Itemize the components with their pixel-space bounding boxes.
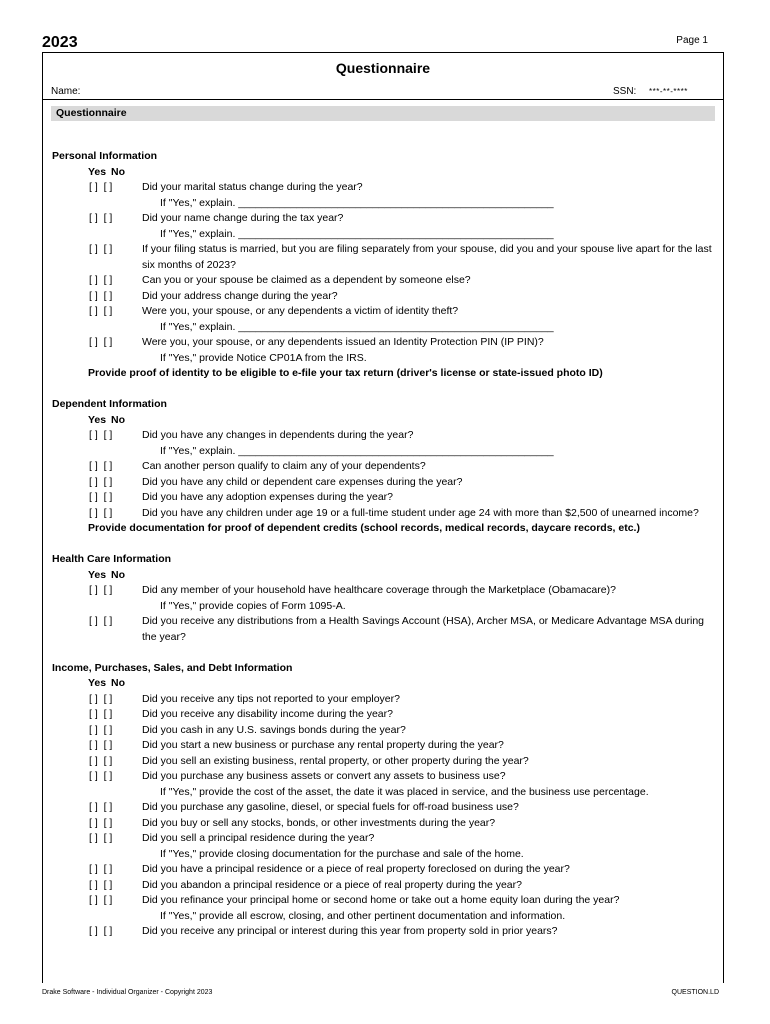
yes-no-header: Yes No [88, 677, 126, 689]
question-row [52, 862, 712, 878]
question-followup: If "Yes," provide the cost of the asset, the date it was placed in service, and the business use percentage. [160, 785, 649, 798]
yes-no-checkboxes[interactable]: [ ] [ ] [89, 243, 113, 255]
yes-no-checkboxes[interactable]: [ ] [ ] [89, 584, 113, 596]
section-banner: Questionnaire [51, 106, 715, 121]
question-row [52, 180, 712, 196]
yes-no-checkboxes[interactable]: [ ] [ ] [89, 816, 113, 829]
yes-no-checkboxes[interactable]: [ ] [ ] [89, 708, 113, 720]
question-text: Did any member of your household have healthcare coverage through the Marketplace (Obamacare)? [142, 584, 616, 596]
question-row [52, 738, 712, 754]
question-text: Did you receive any principal or interest during this year from property sold in prior years? [142, 925, 558, 937]
question-text: Did you start a new business or purchase any rental property during the year? [142, 739, 504, 751]
yes-no-checkboxes[interactable]: [ ] [ ] [89, 832, 113, 844]
question-followup: If "Yes," provide Notice CP01A from the IRS. [160, 351, 367, 364]
questionnaire-section [52, 661, 712, 940]
header-divider [43, 99, 723, 100]
question-text: Can another person qualify to claim any of your dependents? [142, 460, 426, 472]
question-text: Did you cash in any U.S. savings bonds during the year? [142, 723, 406, 736]
yes-no-checkboxes[interactable]: [ ] [ ] [89, 460, 113, 472]
question-text: Did you receive any disability income during the year? [142, 708, 393, 720]
yes-no-checkboxes[interactable]: [ ] [ ] [89, 894, 113, 906]
question-text: Did you sell an existing business, rental property, or other property during the year? [142, 754, 529, 767]
question-text: If your filing status is married, but you are filing separately from your spouse, did you and your spouse live apart for the last six months of 2023? [142, 243, 712, 271]
footer-form-code: QUESTION.LD [671, 989, 719, 996]
ssn-label: SSN: [613, 86, 637, 97]
question-row [52, 816, 712, 832]
question-row [52, 289, 712, 305]
question-text: Did your name change during the tax year? [142, 212, 344, 224]
yes-no-checkboxes[interactable]: [ ] [ ] [89, 506, 113, 519]
question-text: Did you have any changes in dependents during the year? [142, 429, 414, 441]
question-followup: If "Yes," explain. ______________________________________________________ [160, 227, 554, 240]
section-note: Provide proof of identity to be eligible to e-file your tax return (driver's license or state-issued photo ID) [88, 367, 603, 379]
yes-no-checkboxes[interactable]: [ ] [ ] [89, 274, 113, 286]
question-row [52, 754, 712, 770]
form-frame [42, 52, 724, 983]
section-title: Income, Purchases, Sales, and Debt Information [52, 661, 293, 674]
question-text: Did you purchase any business assets or convert any assets to business use? [142, 770, 506, 782]
question-row [52, 273, 712, 289]
questionnaire-section [52, 552, 712, 645]
yes-no-checkboxes[interactable]: [ ] [ ] [89, 491, 113, 503]
question-followup: If "Yes," provide copies of Form 1095-A. [160, 599, 346, 612]
yes-no-header: Yes No [88, 568, 126, 581]
question-row [52, 878, 712, 894]
yes-no-checkboxes[interactable]: [ ] [ ] [89, 754, 113, 767]
question-row [52, 335, 712, 351]
question-row [52, 428, 712, 444]
question-row [52, 769, 712, 785]
yes-no-checkboxes[interactable]: [ ] [ ] [89, 739, 113, 751]
question-text: Did you sell a principal residence during the year? [142, 832, 375, 844]
question-row [52, 583, 712, 599]
question-row [52, 924, 712, 940]
question-text: Did you receive any tips not reported to your employer? [142, 692, 400, 705]
question-row [52, 459, 712, 475]
question-text: Did you have a principal residence or a piece of real property foreclosed on during the year? [142, 863, 570, 875]
question-text: Were you, your spouse, or any dependents a victim of identity theft? [142, 305, 459, 317]
question-text: Did you have any adoption expenses during the year? [142, 491, 394, 503]
question-text: Did you have any child or dependent care expenses during the year? [142, 475, 463, 488]
yes-no-checkboxes[interactable]: [ ] [ ] [89, 863, 113, 875]
question-text: Were you, your spouse, or any dependents issued an Identity Protection PIN (IP PIN)? [142, 336, 544, 348]
yes-no-checkboxes[interactable]: [ ] [ ] [89, 212, 113, 224]
question-text: Did you buy or sell any stocks, bonds, or other investments during the year? [142, 816, 496, 829]
question-row [52, 723, 712, 739]
question-row [52, 490, 712, 506]
question-text: Did you refinance your principal home or second home or take out a home equity loan during the year? [142, 894, 620, 906]
questionnaire-section [52, 149, 712, 382]
question-row [52, 211, 712, 227]
yes-no-checkboxes[interactable]: [ ] [ ] [89, 181, 113, 193]
yes-no-checkboxes[interactable]: [ ] [ ] [89, 692, 113, 705]
question-text: Did you have any children under age 19 or a full-time student under age 24 with more than $2,500 of unearned income? [142, 506, 699, 519]
yes-no-checkboxes[interactable]: [ ] [ ] [89, 878, 113, 891]
section-title: Health Care Information [52, 553, 172, 565]
question-row [52, 506, 712, 522]
question-row [52, 304, 712, 320]
yes-no-header: Yes No [88, 413, 126, 426]
yes-no-checkboxes[interactable]: [ ] [ ] [89, 475, 113, 488]
form-title: Questionnaire [335, 60, 431, 76]
question-text: Did you purchase any gasoline, diesel, or special fuels for off-road business use? [142, 801, 519, 813]
yes-no-checkboxes[interactable]: [ ] [ ] [89, 615, 113, 627]
footer-copyright: Drake Software - Individual Organizer - Copyright 2023 [42, 989, 213, 996]
yes-no-checkboxes[interactable]: [ ] [ ] [89, 289, 113, 302]
questionnaire-section [52, 397, 712, 537]
question-row [52, 614, 712, 645]
question-text: Did your marital status change during the year? [142, 181, 363, 193]
question-text: Can you or your spouse be claimed as a dependent by someone else? [142, 274, 471, 286]
question-row [52, 692, 712, 708]
ssn-value: ***-**-**** [649, 87, 688, 96]
question-row [52, 475, 712, 491]
question-row [52, 707, 712, 723]
questionnaire-content [52, 149, 712, 955]
page-year: 2023 [42, 34, 78, 51]
yes-no-header: Yes No [88, 165, 126, 178]
yes-no-checkboxes[interactable]: [ ] [ ] [89, 925, 113, 937]
question-row [52, 831, 712, 847]
yes-no-checkboxes[interactable]: [ ] [ ] [89, 336, 113, 348]
question-followup: If "Yes," provide all escrow, closing, and other pertinent documentation and information. [160, 909, 566, 922]
yes-no-checkboxes[interactable]: [ ] [ ] [89, 723, 113, 736]
question-text: Did your address change during the year? [142, 289, 338, 302]
question-row [52, 800, 712, 816]
question-followup: If "Yes," explain. ______________________________________________________ [160, 444, 554, 457]
yes-no-checkboxes[interactable]: [ ] [ ] [89, 305, 113, 317]
question-text: Did you receive any distributions from a Health Savings Account (HSA), Archer MSA, or Medicare Advantage MSA during the year? [142, 615, 705, 643]
question-text: Did you abandon a principal residence or a piece of real property during the year? [142, 878, 522, 891]
question-followup: If "Yes," explain. ______________________________________________________ [160, 196, 554, 209]
name-label: Name: [51, 86, 81, 97]
section-title: Dependent Information [52, 398, 167, 410]
yes-no-checkboxes[interactable]: [ ] [ ] [89, 429, 113, 441]
question-row [52, 242, 712, 273]
yes-no-checkboxes[interactable]: [ ] [ ] [89, 801, 113, 813]
section-title: Personal Information [52, 150, 158, 162]
question-followup: If "Yes," explain. ______________________________________________________ [160, 320, 554, 333]
question-followup: If "Yes," provide closing documentation for the purchase and sale of the home. [160, 847, 524, 860]
page-number: Page 1 [676, 35, 708, 46]
section-note: Provide documentation for proof of dependent credits (school records, medical records, daycare records, etc.) [88, 522, 640, 534]
question-row [52, 893, 712, 909]
yes-no-checkboxes[interactable]: [ ] [ ] [89, 770, 113, 782]
